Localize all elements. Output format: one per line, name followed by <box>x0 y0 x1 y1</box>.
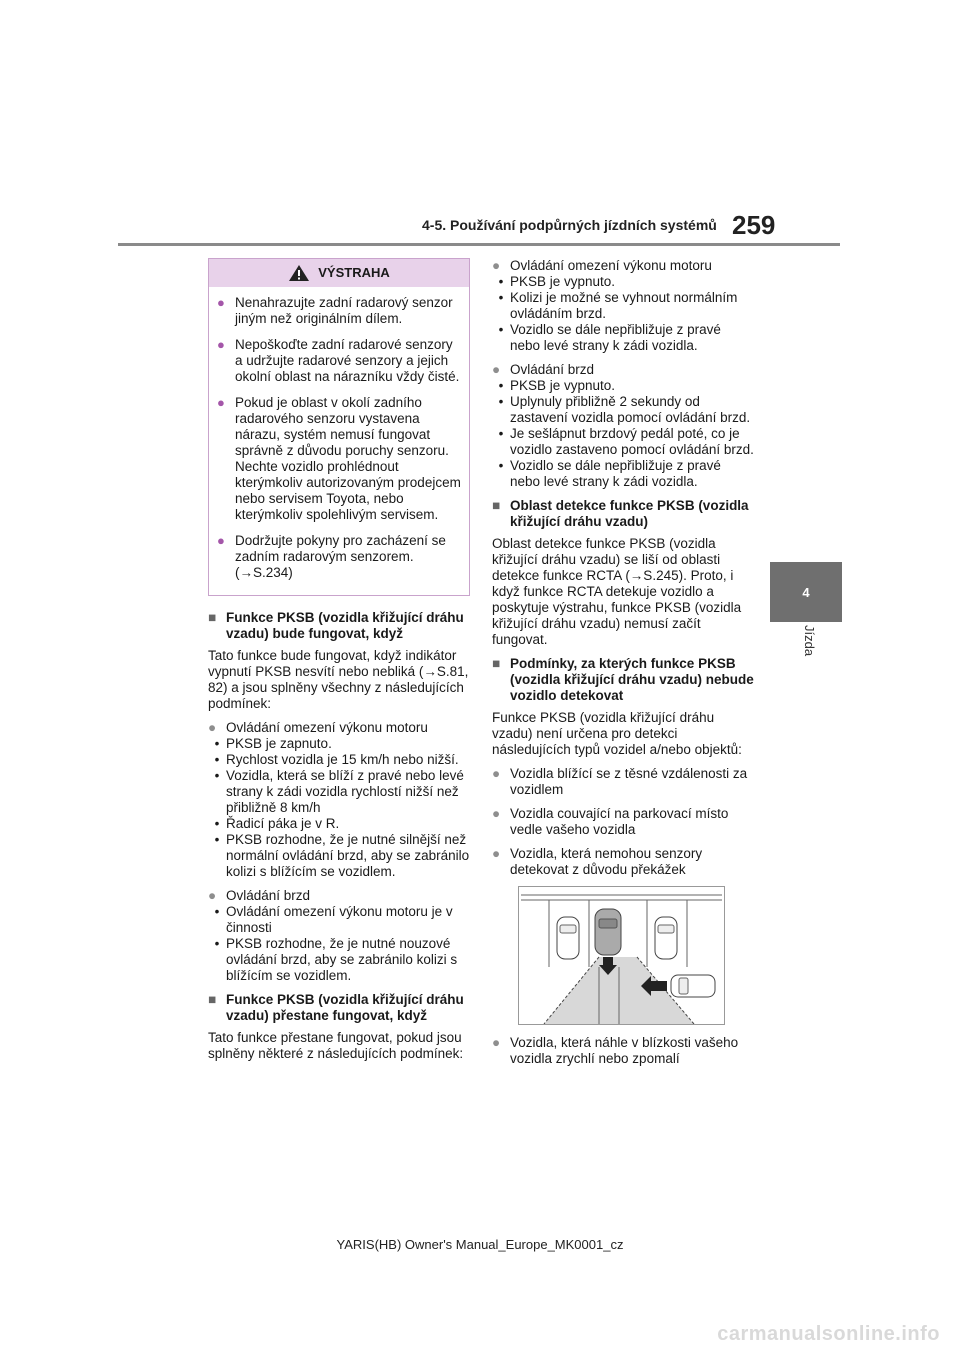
section-text: Oblast detekce funkce PKSB (vozidla křižující dráhu vzadu) se liší od oblasti detekce funkce RCTA (→S.245). Proto, i když funkce RCTA detekuje vozidlo a poskytuje výstrahu, funkce PKSB (vozidla křižující dráhu vzadu) nemusí začít fungovat. <box>492 536 742 647</box>
right-column <box>492 258 754 1075</box>
list-item: • Vozidlo se dále nepřibližuje z pravé nebo levé strany k zádi vozidla. <box>498 322 721 353</box>
square-bullet-icon: ■ <box>208 610 217 625</box>
section-heading: ■ Funkce PKSB (vozidla křižující dráhu vzadu) bude fungovat, když <box>208 610 464 641</box>
bullet-dot-icon: ● <box>492 362 501 377</box>
condition-group: ● Ovládání omezení výkonu motoru • PKSB je vypnuto. • Kolizi je možné se vyhnout normálním ovládáním brzd. • Vozidlo se dále nepřibližuje z pravé nebo levé strany k zádi vozidla. <box>492 258 754 354</box>
warning-item: ● Pokud je oblast v okolí zadního radarového senzoru vystavena nárazu, systém nemusí fungovat správně z důvodu poruchy senzoru. Nechte vozidlo prohlédnout kterýmkoliv autorizovaným prodejcem nebo servisem Toyota, nebo kterýmkoliv spolehlivým servisem. <box>217 395 461 522</box>
list-item: ● Vozidla blížící se z těsné vzdálenosti za vozidlem <box>492 766 748 797</box>
list-item: • Je sešlápnut brzdový pedál poté, co je vozidlo zastaveno pomocí ovládání brzd. <box>498 426 754 457</box>
condition-group: ● Ovládání omezení výkonu motoru • PKSB je zapnuto. • Rychlost vozidla je 15 km/h nebo nižší. • Vozidla, která se blíží z pravé nebo levé strany k zádi vozidla rychlostí nižší než přibližně 8 km/h • Řadicí páka je v R. • PKSB rozhodne, že je nutné silnější než normální ovládání brzd, aby se zabránilo kolizi s blížícím se vozidlem. <box>208 720 470 879</box>
list-item: • Ovládání omezení výkonu motoru je v činnosti <box>214 904 453 935</box>
list-item: • Uplynuly přibližně 2 sekundy od zastavení vozidla pomocí ovládání brzd. <box>498 394 751 425</box>
bullet-dot-icon: ● <box>217 533 225 548</box>
section-heading: ■ Funkce PKSB (vozidla křižující dráhu vzadu) přestane fungovat, když <box>208 992 464 1023</box>
bullet-dot-icon: ● <box>492 806 501 821</box>
page-number: 259 <box>732 210 776 240</box>
list-item: ● Vozidla couvající na parkovací místo vedle vašeho vozidla <box>492 806 729 837</box>
warning-header <box>209 259 469 287</box>
bullet-dot-icon: ● <box>217 295 225 310</box>
list-item: • Vozidlo se dále nepřibližuje z pravé nebo levé strany k zádi vozidla. <box>498 458 721 489</box>
list-item: • PKSB rozhodne, že je nutné nouzové ovládání brzd, aby se zabránilo kolizi s blížícím se vozidlem. <box>214 936 458 983</box>
left-column <box>208 258 470 1070</box>
list-item: • PKSB rozhodne, že je nutné silnější než normální ovládání brzd, aby se zabránilo kolizi s blížícím se vozidlem. <box>214 832 470 879</box>
list-item: • PKSB je vypnuto. <box>498 378 616 393</box>
header-divider <box>118 243 840 246</box>
bullet-dot-icon: ● <box>492 1035 501 1050</box>
page-footer: YARIS(HB) Owner's Manual_Europe_MK0001_cz <box>336 1237 624 1252</box>
page-header-title: 4-5. Používání podpůrných jízdních systémů <box>422 217 717 233</box>
list-item: • Kolizi je možné se vyhnout normálním ovládáním brzd. <box>498 290 738 321</box>
section-intro: Tato funkce přestane fungovat, pokud jsou splněny některé z následujících podmínek: <box>208 1030 464 1061</box>
bullet-dot-icon: ● <box>208 720 217 735</box>
condition-group: ● Ovládání brzd • PKSB je vypnuto. • Uplynuly přibližně 2 sekundy od zastavení vozidla pomocí ovládání brzd. • Je sešlápnut brzdový pedál poté, co je vozidlo zastaveno pomocí ovládání brzd. • Vozidlo se dále nepřibližuje z pravé nebo levé strany k zádi vozidla. <box>492 362 754 489</box>
section-heading: ■ Oblast detekce funkce PKSB (vozidla křižující dráhu vzadu) <box>492 498 749 529</box>
bullet-dot-icon: ● <box>492 766 501 781</box>
list-item: • Vozidla, která se blíží z pravé nebo levé strany k zádi vozidla rychlostí nižší než přibližně 8 km/h <box>214 768 464 815</box>
square-bullet-icon: ■ <box>208 992 217 1007</box>
square-bullet-icon: ■ <box>492 656 501 671</box>
warning-item: ● Dodržujte pokyny pro zacházení se zadním radarovým senzorem. (→S.234) <box>217 533 446 580</box>
section-heading: ■ Podmínky, za kterých funkce PKSB (vozidla křižující dráhu vzadu) nebude vozidlo detekovat <box>492 656 754 703</box>
chapter-name: Jízda <box>802 625 817 657</box>
parking-detection-illustration <box>518 886 725 1025</box>
bullet-dot-icon: ● <box>492 846 501 861</box>
bullet-dot-icon: ● <box>217 337 225 352</box>
bullet-dot-icon: ● <box>492 258 501 273</box>
chapter-number: 4 <box>802 584 810 600</box>
list-item: ● Vozidla, která nemohou senzory detekovat z důvodu překážek <box>492 846 703 877</box>
list-item: • Řadicí páka je v R. <box>214 816 340 831</box>
list-item: ● Vozidla, která náhle v blízkosti vašeho vozidla zrychlí nebo zpomalí <box>492 1035 739 1066</box>
warning-item: ● Nepoškoďte zadní radarové senzory a udržujte radarové senzory a jejich okolní oblast na nárazníku vždy čisté. <box>217 337 460 384</box>
section-intro: Funkce PKSB (vozidla křižující dráhu vzadu) není určena pro detekci následujících typů vozidel a/nebo objektů: <box>492 710 742 757</box>
list-item: • PKSB je vypnuto. <box>498 274 616 289</box>
warning-title: VÝSTRAHA <box>318 265 390 280</box>
watermark: carmanualsonline.info <box>717 1323 940 1345</box>
bullet-dot-icon: ● <box>208 888 217 903</box>
warning-box <box>208 258 470 596</box>
bullet-dot-icon: ● <box>217 395 225 410</box>
condition-group: ● Ovládání brzd • Ovládání omezení výkonu motoru je v činnosti • PKSB rozhodne, že je nutné nouzové ovládání brzd, aby se zabránilo kolizi s blížícím se vozidlem. <box>208 888 470 984</box>
list-item: • Rychlost vozidla je 15 km/h nebo nižší. <box>214 752 459 767</box>
warning-item: ● Nenahrazujte zadní radarový senzor jiným než originálním dílem. <box>217 295 453 326</box>
square-bullet-icon: ■ <box>492 498 501 513</box>
list-item: • PKSB je zapnuto. <box>214 736 332 751</box>
chapter-tab <box>770 562 842 622</box>
warning-triangle-icon <box>288 264 310 282</box>
section-intro: Tato funkce bude fungovat, když indikátor vypnutí PKSB nesvítí nebo nebliká (→S.81, 82) a jsou splněny všechny z následujících podmínek: <box>208 648 469 711</box>
